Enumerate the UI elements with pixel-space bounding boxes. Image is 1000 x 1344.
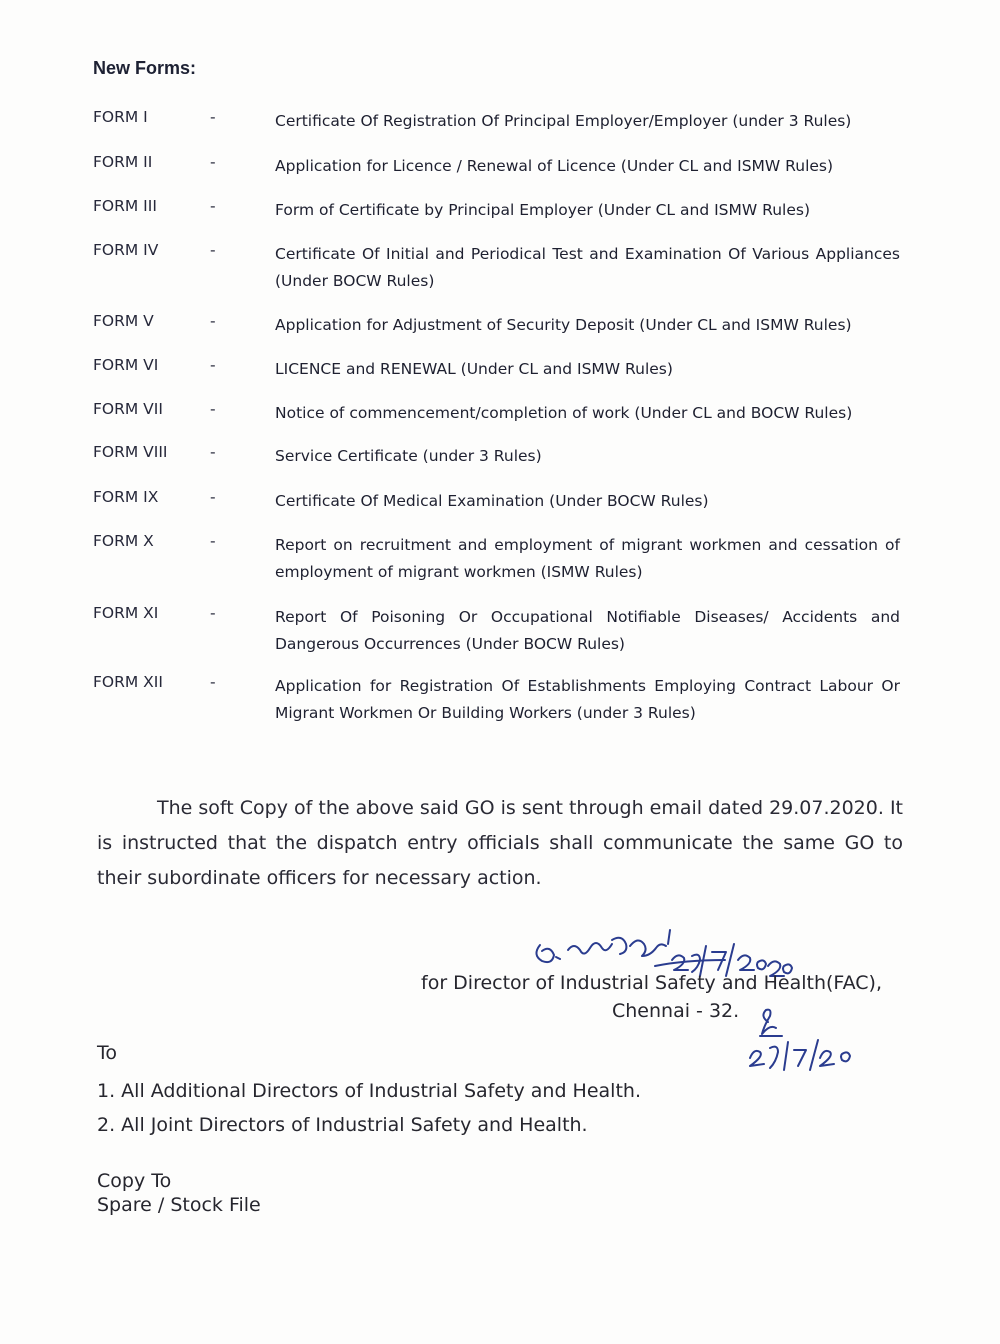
form-code: FORM IX — [93, 488, 159, 506]
form-dash: - — [210, 241, 216, 259]
form-dash: - — [210, 197, 216, 215]
form-code: FORM X — [93, 532, 154, 550]
to-label: To — [97, 1042, 118, 1064]
signatory-designation: for Director of Industrial Safety and Health(FAC), — [421, 972, 883, 994]
form-description: Certificate Of Registration Of Principal Employer/Employer (under 3 Rules) — [275, 112, 852, 130]
form-code: FORM XII — [93, 673, 163, 691]
form-description: Application for Adjustment of Security Deposit (Under CL and ISMW Rules) — [275, 316, 852, 334]
form-description: Form of Certificate by Principal Employer (Under CL and ISMW Rules) — [275, 201, 810, 219]
form-description: Report Of Poisoning Or Occupational Notifiable Diseases/ Accidents and Dangerous Occurrences (Under BOCW Rules) — [275, 608, 900, 653]
form-code: FORM II — [93, 153, 153, 171]
form-description: Service Certificate (under 3 Rules) — [275, 447, 542, 465]
form-dash: - — [210, 673, 216, 691]
copy-to-item: Spare / Stock File — [97, 1194, 261, 1216]
form-dash: - — [210, 153, 216, 171]
form-description: Application for Registration Of Establishments Employing Contract Labour Or Migrant Workmen Or Building Workers (under 3 Rules) — [275, 677, 900, 722]
form-dash: - — [210, 604, 216, 622]
form-code: FORM V — [93, 312, 154, 330]
form-dash: - — [210, 356, 216, 374]
form-description: Report on recruitment and employment of migrant workmen and cessation of employment of migrant workmen (ISMW Rules) — [275, 536, 900, 581]
form-description: LICENCE and RENEWAL (Under CL and ISMW Rules) — [275, 360, 673, 378]
form-code: FORM I — [93, 108, 148, 126]
form-code: FORM VIII — [93, 443, 168, 461]
form-dash: - — [210, 532, 216, 550]
form-dash: - — [210, 488, 216, 506]
recipient-item: 1. All Additional Directors of Industrial Safety and Health. — [97, 1080, 641, 1102]
body-paragraph-text: The soft Copy of the above said GO is sent through email dated 29.07.2020. It is instructed that the dispatch entry officials shall communicate the same GO to their subordinate officers for necessary action. — [97, 797, 903, 889]
form-code: FORM III — [93, 197, 157, 215]
recipient-item: 2. All Joint Directors of Industrial Safety and Health. — [97, 1114, 588, 1136]
form-dash: - — [210, 400, 216, 418]
form-description: Application for Licence / Renewal of Licence (Under CL and ISMW Rules) — [275, 157, 834, 175]
copy-to-label: Copy To — [97, 1170, 172, 1192]
form-dash: - — [210, 312, 216, 330]
section-title: New Forms: — [93, 58, 197, 78]
signatory-location: Chennai - 32. — [612, 1000, 740, 1022]
form-code: FORM VI — [93, 356, 159, 374]
form-description: Certificate Of Medical Examination (Under BOCW Rules) — [275, 492, 709, 510]
form-code: FORM IV — [93, 241, 159, 259]
form-description: Certificate Of Initial and Periodical Test and Examination Of Various Appliances (Under BOCW Rules) — [275, 245, 900, 290]
form-code: FORM VII — [93, 400, 163, 418]
form-code: FORM XI — [93, 604, 159, 622]
form-dash: - — [210, 108, 216, 126]
form-dash: - — [210, 443, 216, 461]
form-description: Notice of commencement/completion of work (Under CL and BOCW Rules) — [275, 404, 853, 422]
